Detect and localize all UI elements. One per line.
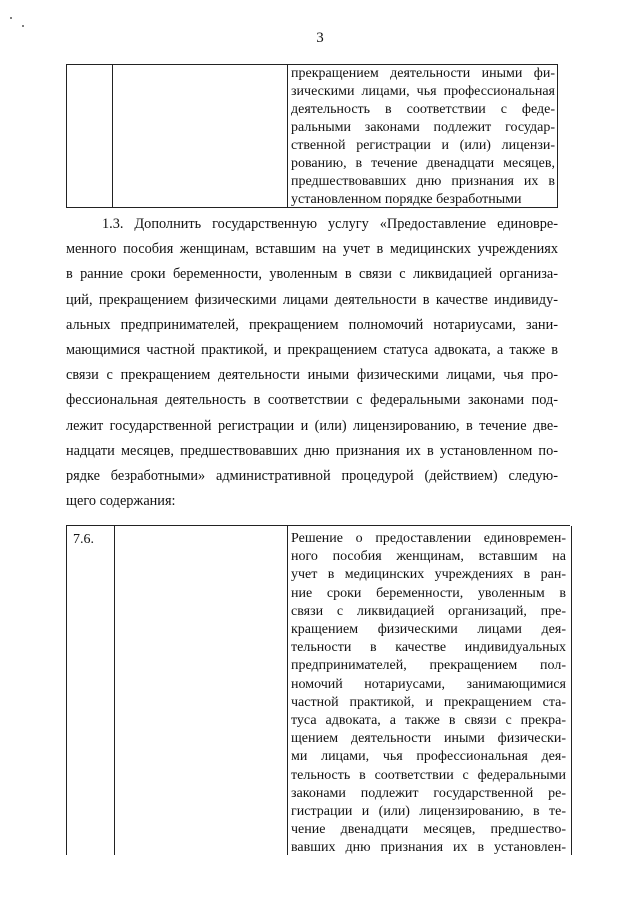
cell-line: тельности в качестве индивидуальных xyxy=(291,640,566,656)
scan-speck xyxy=(22,25,24,27)
cell-line: кращением физическими лицами дея- xyxy=(291,622,566,638)
paragraph-line: ций, прекращением физическими лицами деятельности в качестве индивиду- xyxy=(66,291,558,308)
cell-line: щением деятельности иными физически- xyxy=(291,731,566,747)
paragraph-line: мающимися частной практикой, и прекращением статуса адвоката, а также в xyxy=(66,342,558,359)
paragraph-line: фессиональная деятельность в соответствии с федеральными законами под- xyxy=(66,392,558,409)
cell-line: деятельность в соответствии с феде- xyxy=(291,102,555,117)
cell-line: ного пособия женщинам, вставшим на xyxy=(291,549,566,565)
paragraph-line: рядке безработными» административной процедурой (действием) следую- xyxy=(66,468,558,485)
scan-speck xyxy=(10,17,12,19)
cell-line: прекращением деятельности иными фи- xyxy=(291,66,555,81)
table-cell-text xyxy=(291,65,555,209)
row-number: 7.6. xyxy=(73,532,94,547)
table-procedure xyxy=(66,525,570,855)
paragraph-line: связи с прекращением деятельности иными физическими лицами, чья про- xyxy=(66,367,558,384)
table-continuation xyxy=(66,64,558,208)
cell-line: предшествовавших дню признания их в xyxy=(291,174,555,189)
paragraph-line: надцати месяцев, предшествовавших дню признания их в установленном по- xyxy=(66,442,558,459)
cell-line: туса адвоката, а также в связи с прекра- xyxy=(291,713,566,729)
cell-line: связи с ликвидацией организаций, пре- xyxy=(291,603,566,619)
table-divider xyxy=(114,526,115,855)
paragraph-line: в ранние сроки беременности, уволенным в связи с ликвидацией организа- xyxy=(66,266,558,283)
cell-line: установленном порядке безработными xyxy=(291,192,522,207)
paragraph-line: лежит государственной регистрации и (или) лицензированию, в течение две- xyxy=(66,417,558,434)
cell-line: вавших дню признания их в установлен- xyxy=(291,840,566,856)
paragraph-line: альных предпринимателей, прекращением полномочий нотариусами, зани- xyxy=(66,316,558,333)
cell-line: учет в медицинских учреждениях в ран- xyxy=(291,567,566,583)
table-cell-text xyxy=(291,530,566,858)
cell-line: частной практикой, и прекращением ста- xyxy=(291,694,566,710)
cell-line: чение двенадцати месяцев, предшество- xyxy=(291,822,566,838)
paragraph-line: щего содержания: xyxy=(66,493,176,510)
cell-line: тельность в соответствии с федеральными xyxy=(291,767,566,783)
cell-line: ственной регистрации и (или) лицензи- xyxy=(291,138,555,153)
cell-line: Решение о предоставлении единовремен- xyxy=(291,531,566,546)
cell-line: гистрации и (или) лицензированию, в те- xyxy=(291,804,566,820)
cell-line: ние сроки беременности, уволенным в xyxy=(291,585,566,601)
cell-line: зическими лицами, чья профессиональная xyxy=(291,84,555,99)
cell-line: ми лицами, чья профессиональная дея- xyxy=(291,749,566,765)
table-cell-number xyxy=(67,65,113,207)
paragraph-line: менного пособия женщинам, вставшим на учет в медицинских учреждениях xyxy=(66,241,558,258)
cell-line: номочий нотариусами, занимающимися xyxy=(291,676,566,692)
cell-line: ральными законами подлежит государ- xyxy=(291,120,555,135)
paragraph-line: 1.3. Дополнить государственную услугу «Предоставление единовре- xyxy=(102,216,558,232)
page-number: 3 xyxy=(316,30,324,46)
cell-line: предпринимателей, прекращением пол- xyxy=(291,658,566,674)
cell-line: законами подлежит государственной ре- xyxy=(291,785,566,801)
body-paragraph xyxy=(66,212,558,514)
cell-line: рованию, в течение двенадцати месяцев, xyxy=(291,156,555,171)
